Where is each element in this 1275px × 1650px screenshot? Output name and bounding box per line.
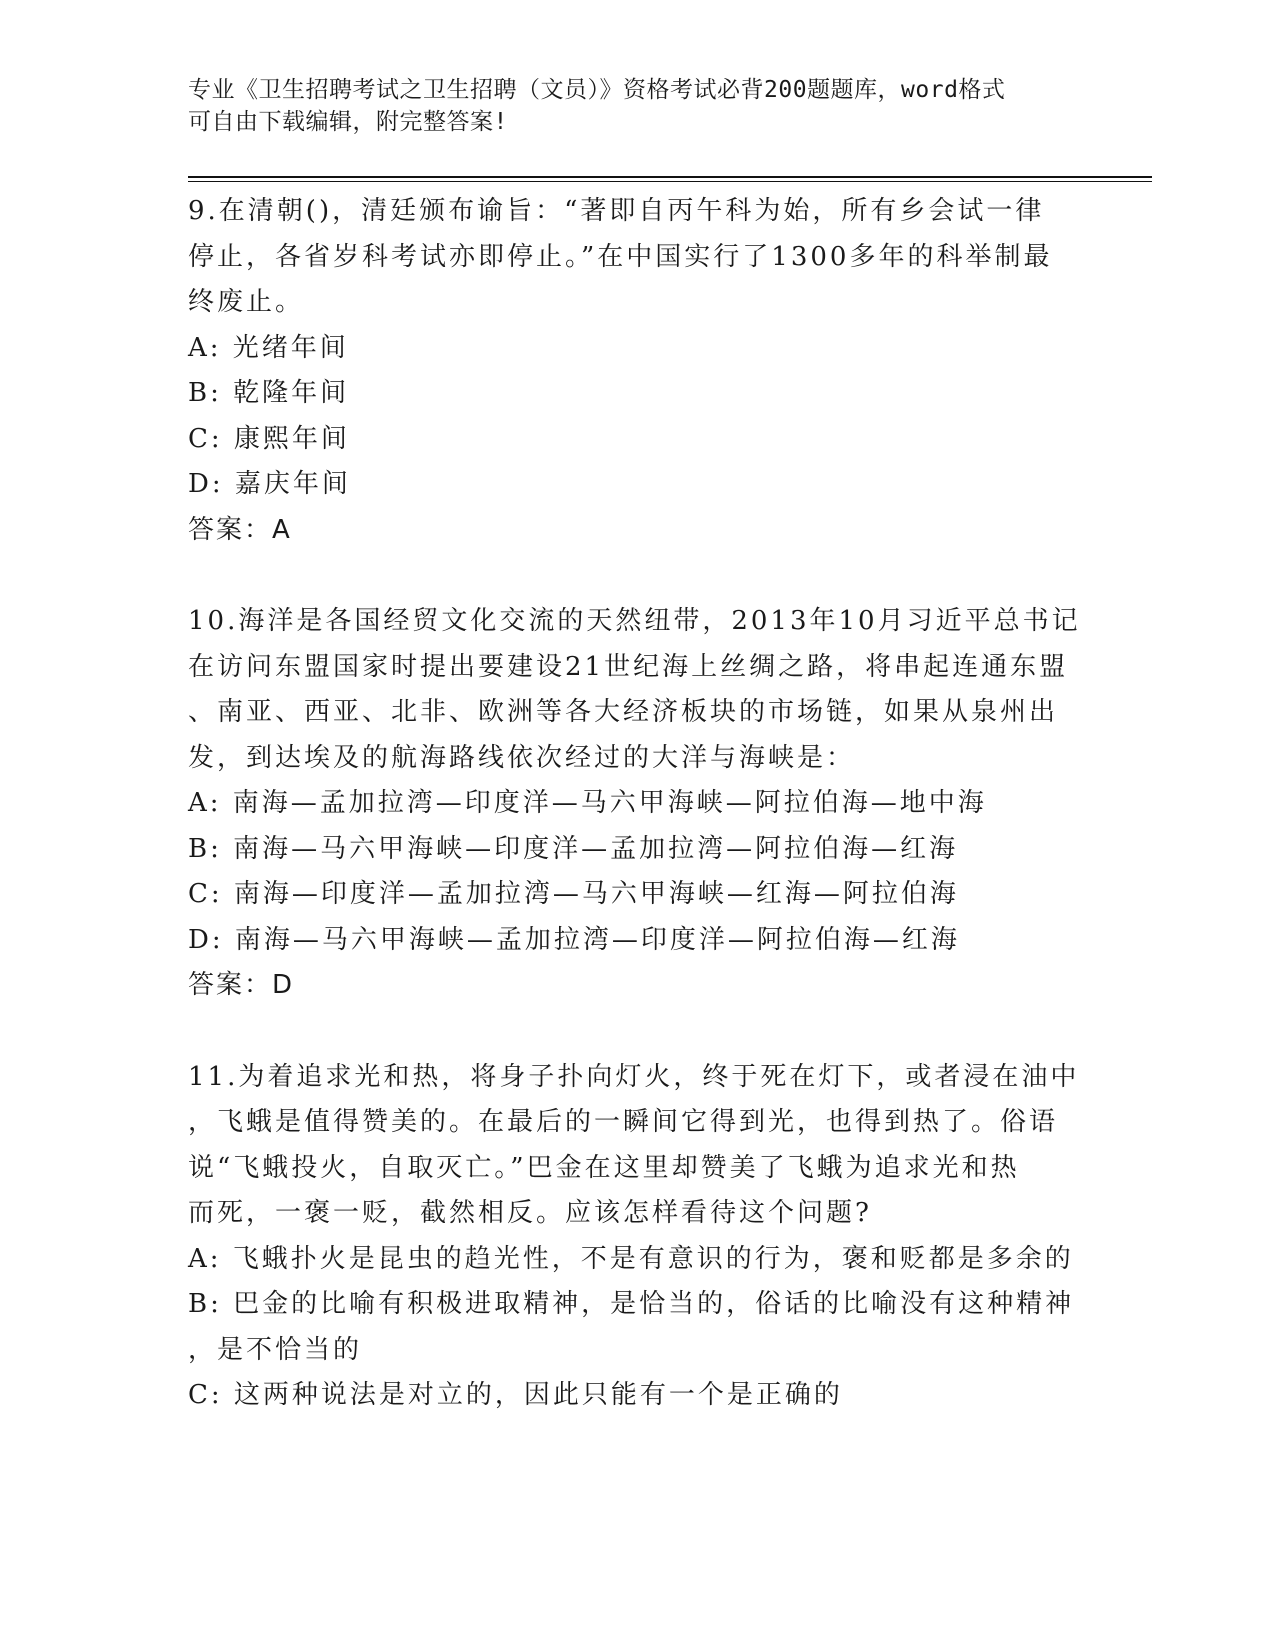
header-divider bbox=[188, 176, 1152, 182]
header-divider-thick bbox=[188, 176, 1152, 178]
page-header bbox=[188, 74, 1088, 138]
question-spacer bbox=[188, 1009, 1088, 1055]
option-b-continued: ，是不恰当的 bbox=[188, 1334, 363, 1365]
question-stem-line: 说“飞蛾投火，自取灭亡。”巴金在这里却赞美了飞蛾为追求光和热 bbox=[188, 1152, 1020, 1183]
question-stem-line: 在访问东盟国家时提出要建设21世纪海上丝绸之路，将串起连通东盟 bbox=[188, 651, 1069, 682]
question-10 bbox=[188, 599, 1088, 1009]
header-divider-thin bbox=[188, 181, 1152, 182]
question-stem-line: 而死，一褒一贬，截然相反。应该怎样看待这个问题? bbox=[188, 1198, 872, 1228]
header-line-1: 专业《卫生招聘考试之卫生招聘（文员）》资格考试必背200题题库，word格式 bbox=[188, 77, 1006, 103]
question-stem-line: 发，到达埃及的航海路线依次经过的大洋与海峡是： bbox=[188, 742, 856, 773]
option-c: C: 康熙年间 bbox=[188, 423, 350, 454]
option-c: C: 南海—印度洋—孟加拉湾—马六甲海峡—红海—阿拉伯海 bbox=[188, 879, 959, 909]
answer-label: 答案：A bbox=[188, 514, 292, 545]
answer-label: 答案：D bbox=[188, 970, 295, 1000]
option-a: A: 南海—孟加拉湾—印度洋—马六甲海峡—阿拉伯海—地中海 bbox=[188, 788, 987, 818]
option-c: C: 这两种说法是对立的，因此只能有一个是正确的 bbox=[188, 1380, 843, 1410]
question-stem-line: 终废止。 bbox=[188, 287, 305, 317]
option-b: B: 乾隆年间 bbox=[188, 378, 350, 408]
question-stem-line: 11.为着追求光和热，将身子扑向灯火，终于死在灯下，或者浸在油中 bbox=[188, 1061, 1080, 1092]
option-a: A: 飞蛾扑火是昆虫的趋光性，不是有意识的行为，褒和贬都是多余的 bbox=[188, 1243, 1074, 1274]
question-stem-line: 停止，各省岁科考试亦即停止。”在中国实行了1300多年的科举制最 bbox=[188, 241, 1053, 272]
question-spacer bbox=[188, 553, 1088, 599]
question-9 bbox=[188, 189, 1088, 553]
question-list bbox=[188, 189, 1088, 1419]
question-stem-line: 10.海洋是各国经贸文化交流的天然纽带，2013年10月习近平总书记 bbox=[188, 606, 1081, 636]
option-d: D: 嘉庆年间 bbox=[188, 469, 351, 499]
option-b: B: 巴金的比喻有积极进取精神，是恰当的，俗话的比喻没有这种精神 bbox=[188, 1289, 1075, 1319]
question-stem-line: 9.在清朝()，清廷颁布谕旨：“著即自丙午科为始，所有乡会试一律 bbox=[188, 196, 1045, 226]
option-b: B: 南海—马六甲海峡—印度洋—孟加拉湾—阿拉伯海—红海 bbox=[188, 833, 959, 864]
question-11 bbox=[188, 1055, 1088, 1419]
question-stem-line: ，飞蛾是值得赞美的。在最后的一瞬间它得到光，也得到热了。俗语 bbox=[188, 1107, 1059, 1137]
option-d: D: 南海—马六甲海峡—孟加拉湾—印度洋—阿拉伯海—红海 bbox=[188, 924, 960, 955]
question-stem-line: 、南亚、西亚、北非、欧洲等各大经济板块的市场链，如果从泉州出 bbox=[188, 697, 1059, 727]
option-a: A: 光绪年间 bbox=[188, 332, 349, 363]
header-line-2: 可自由下载编辑，附完整答案! bbox=[188, 109, 508, 135]
